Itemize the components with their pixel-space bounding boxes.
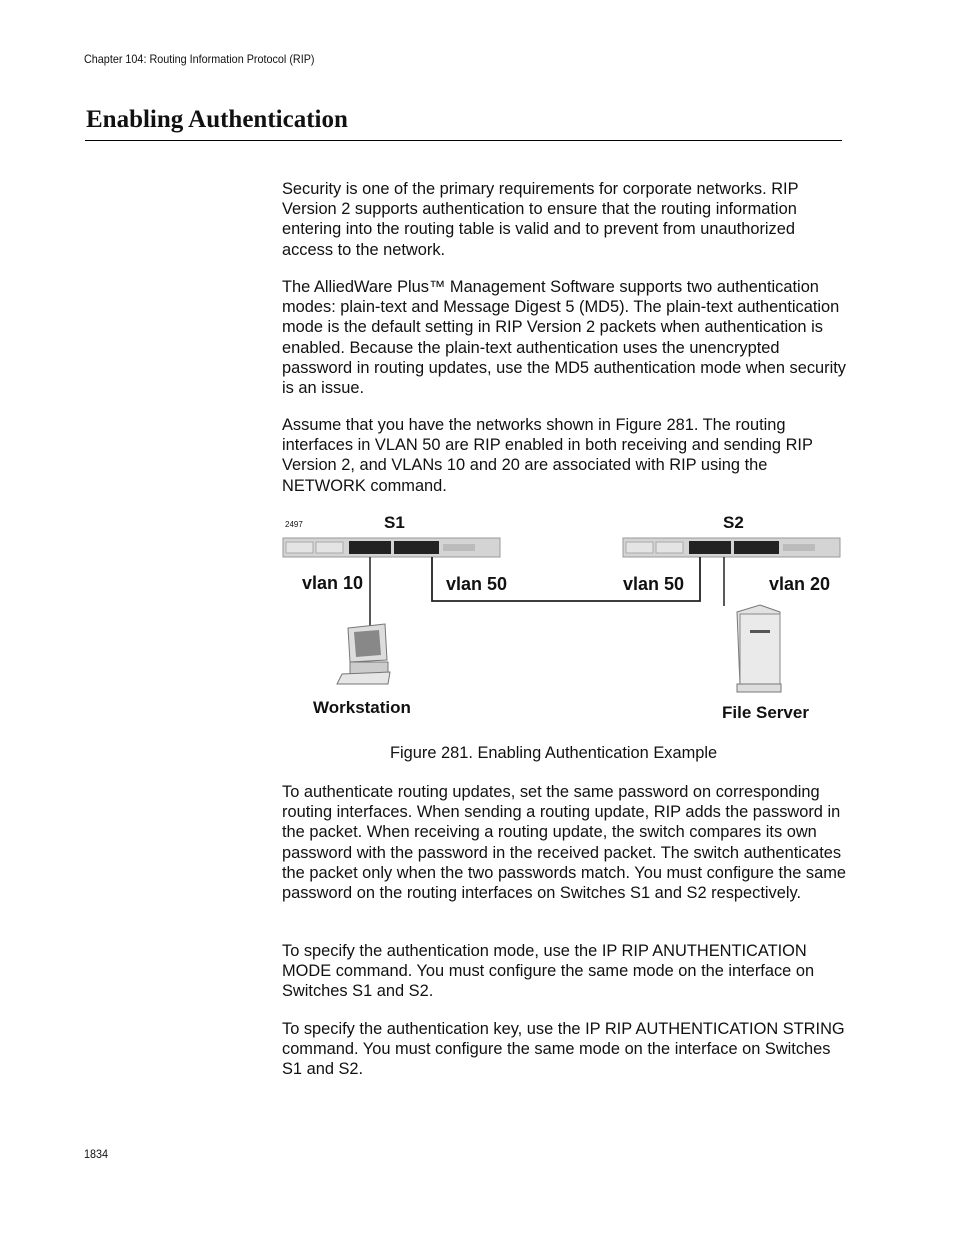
vlan50-s1-label: vlan 50 [446,574,508,594]
paragraph-2: The AlliedWare Plus™ Management Software supports two authentication modes: plain-text and Message Digest 5 (MD5). The plain-text authentication mode is the default setting in RIP Version 2 packets when authentication is enabled. Because the plain-text authentication uses the unencrypted password in routing updates, use the MD5 authentication mode when security is an issue. [282,278,846,398]
figure-tag: 2497 [285,520,303,529]
s1-label: S1 [384,513,405,532]
vlan50-s2-label: vlan 50 [623,574,685,594]
paragraph-1: Security is one of the primary requirements for corporate networks. RIP Version 2 supports authentication to ensure that the routing information entering into the routing table is valid and to prevent from unauthorized access to the network. [282,180,799,259]
figure-caption: Figure 281. Enabling Authentication Example [390,744,718,762]
page-number: 1834 [84,1147,109,1161]
switch-s1-icon [283,538,500,557]
paragraph-3: Assume that you have the networks shown in Figure 281. The routing interfaces in VLAN 50 are RIP enabled in both receiving and sending RIP Version 2, and VLANs 10 and 20 are associated with RIP using the NETWORK command. [282,416,813,495]
paragraph-4: To authenticate routing updates, set the same password on corresponding routing interfaces. When sending a routing update, RIP adds the password in the packet. When receiving a routing update, the switch compares its own password with the password in the received packet. The switch authenticates the packet only when the two passwords match. You must configure the same password on the routing interfaces on Switches S1 and S2 respectively. [282,783,846,903]
file-server-icon [737,605,781,692]
running-header: Chapter 104: Routing Information Protocol (RIP) [84,52,315,66]
switch-s2-icon [623,538,840,557]
workstation-icon [337,624,390,684]
paragraph-6: To specify the authentication key, use the IP RIP AUTHENTICATION STRING command. You must configure the same mode on the interface on Switches S1 and S2. [282,1020,845,1079]
s2-label: S2 [723,513,744,532]
file-server-label: File Server [722,703,809,722]
vlan10-label: vlan 10 [302,573,364,593]
section-title: Enabling Authentication [86,106,348,133]
paragraph-5: To specify the authentication mode, use the IP RIP ANUTHENTICATION MODE command. You must configure the same mode on the interface on Switches S1 and S2. [282,942,815,1001]
vlan20-label: vlan 20 [769,574,831,594]
workstation-label: Workstation [313,698,411,717]
